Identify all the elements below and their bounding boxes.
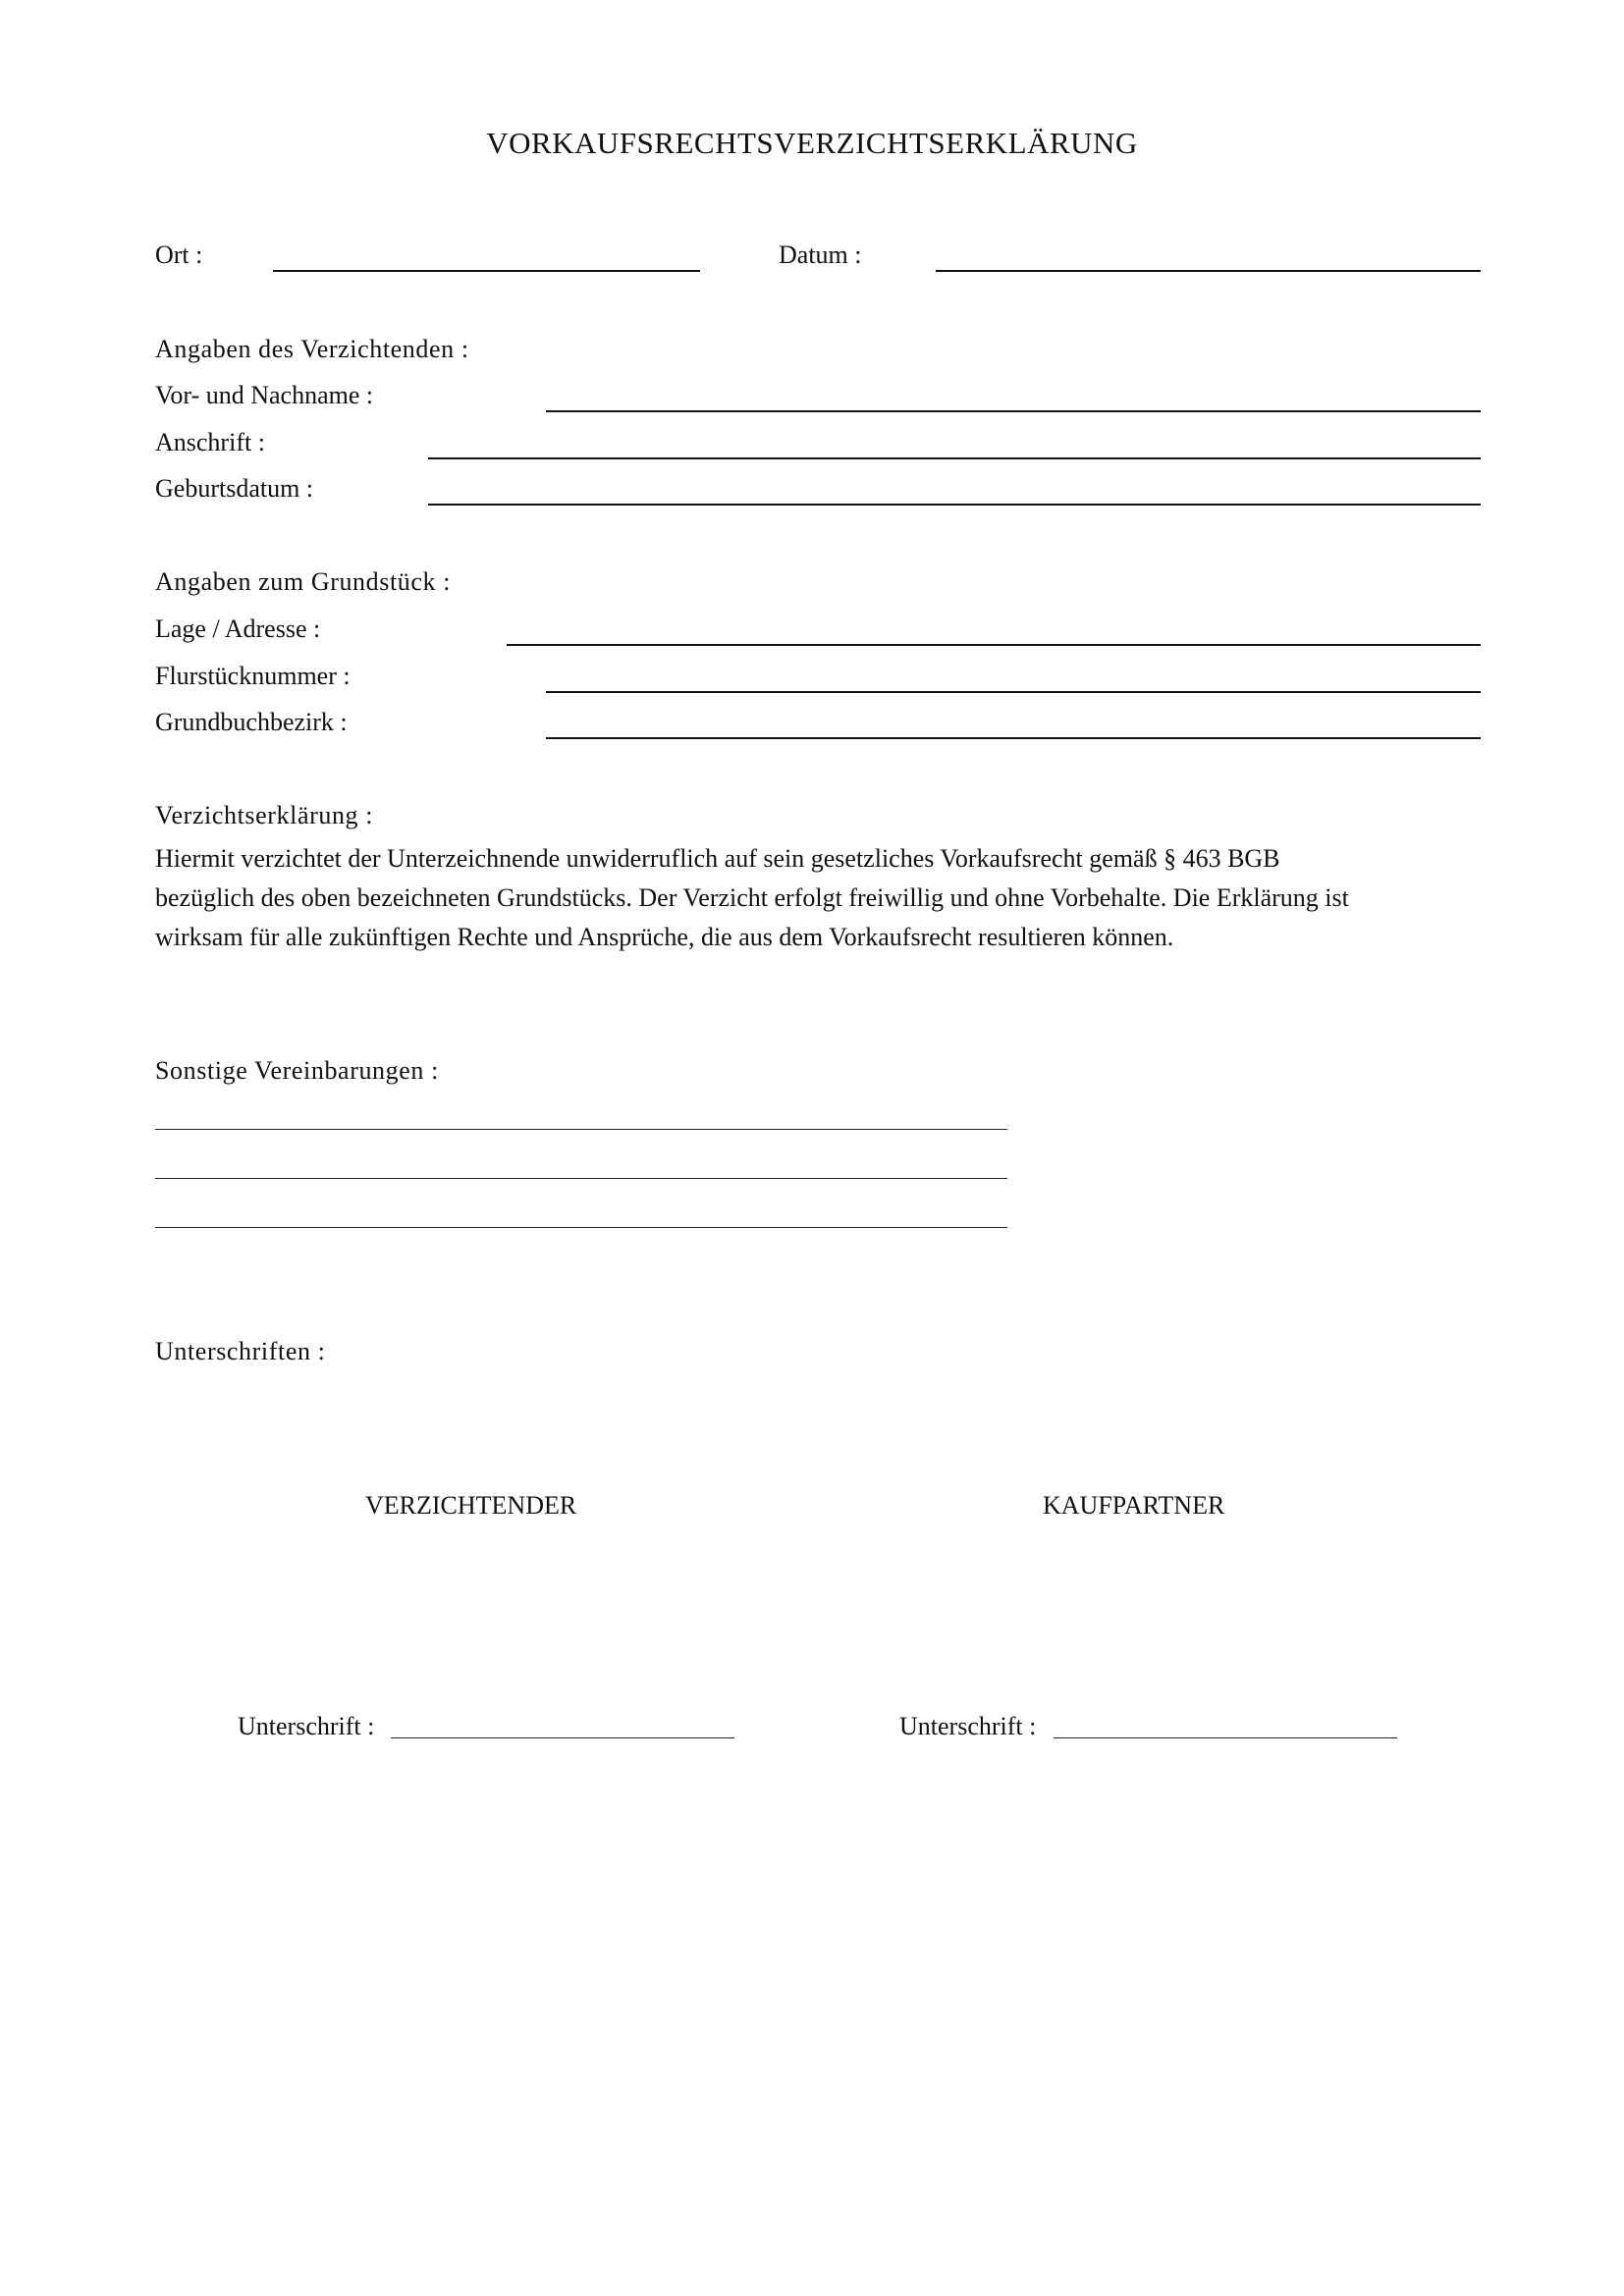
ort-field[interactable]: [273, 270, 700, 272]
kaufpartner-party-label: KAUFPARTNER: [1043, 1491, 1225, 1520]
geburtsdatum-label: Geburtsdatum :: [155, 474, 314, 503]
lage-field[interactable]: [507, 644, 1481, 646]
anschrift-field[interactable]: [428, 457, 1481, 459]
flurstueck-field[interactable]: [546, 691, 1481, 693]
ort-label: Ort :: [155, 240, 203, 269]
erklaerung-text: [155, 839, 1490, 957]
anschrift-label: Anschrift :: [155, 428, 265, 456]
grundbuch-label: Grundbuchbezirk :: [155, 708, 348, 736]
sonstige-line-3[interactable]: [155, 1227, 1007, 1228]
verzichtender-heading: Angaben des Verzichtenden :: [155, 335, 469, 363]
verzichtender-party-label: VERZICHTENDER: [365, 1491, 577, 1520]
erklaerung-line: wirksam für alle zukünftigen Rechte und Ansprüche, die aus dem Vorkaufsrecht resultieren können.: [155, 923, 1174, 951]
sonstige-line-2[interactable]: [155, 1178, 1007, 1179]
erklaerung-heading: Verzichtserklärung :: [155, 801, 374, 829]
erklaerung-line: Hiermit verzichtet der Unterzeichnende unwiderruflich auf sein gesetzliches Vorkaufsrecht gemäß § 463 BGB: [155, 844, 1280, 873]
left-signature-field[interactable]: [391, 1737, 734, 1738]
left-signature-label: Unterschrift :: [238, 1712, 375, 1740]
erklaerung-line: bezüglich des oben bezeichneten Grundstücks. Der Verzicht erfolgt freiwillig und ohne Vorbehalte. Die Erklärung ist: [155, 883, 1349, 912]
unterschriften-heading: Unterschriften :: [155, 1337, 326, 1365]
sonstige-line-1[interactable]: [155, 1129, 1007, 1130]
datum-field[interactable]: [936, 270, 1481, 272]
document-title: VORKAUFSRECHTSVERZICHTSERKLÄRUNG: [486, 126, 1138, 160]
right-signature-label: Unterschrift :: [899, 1712, 1037, 1740]
sonstige-heading: Sonstige Vereinbarungen :: [155, 1056, 439, 1085]
datum-label: Datum :: [779, 240, 862, 269]
grundbuch-field[interactable]: [546, 737, 1481, 739]
geburtsdatum-field[interactable]: [428, 504, 1481, 506]
lage-label: Lage / Adresse :: [155, 614, 321, 643]
right-signature-field[interactable]: [1054, 1737, 1397, 1738]
flurstueck-label: Flurstücknummer :: [155, 662, 351, 690]
name-label: Vor- und Nachname :: [155, 381, 374, 409]
name-field[interactable]: [546, 410, 1481, 412]
grundstueck-heading: Angaben zum Grundstück :: [155, 567, 452, 596]
